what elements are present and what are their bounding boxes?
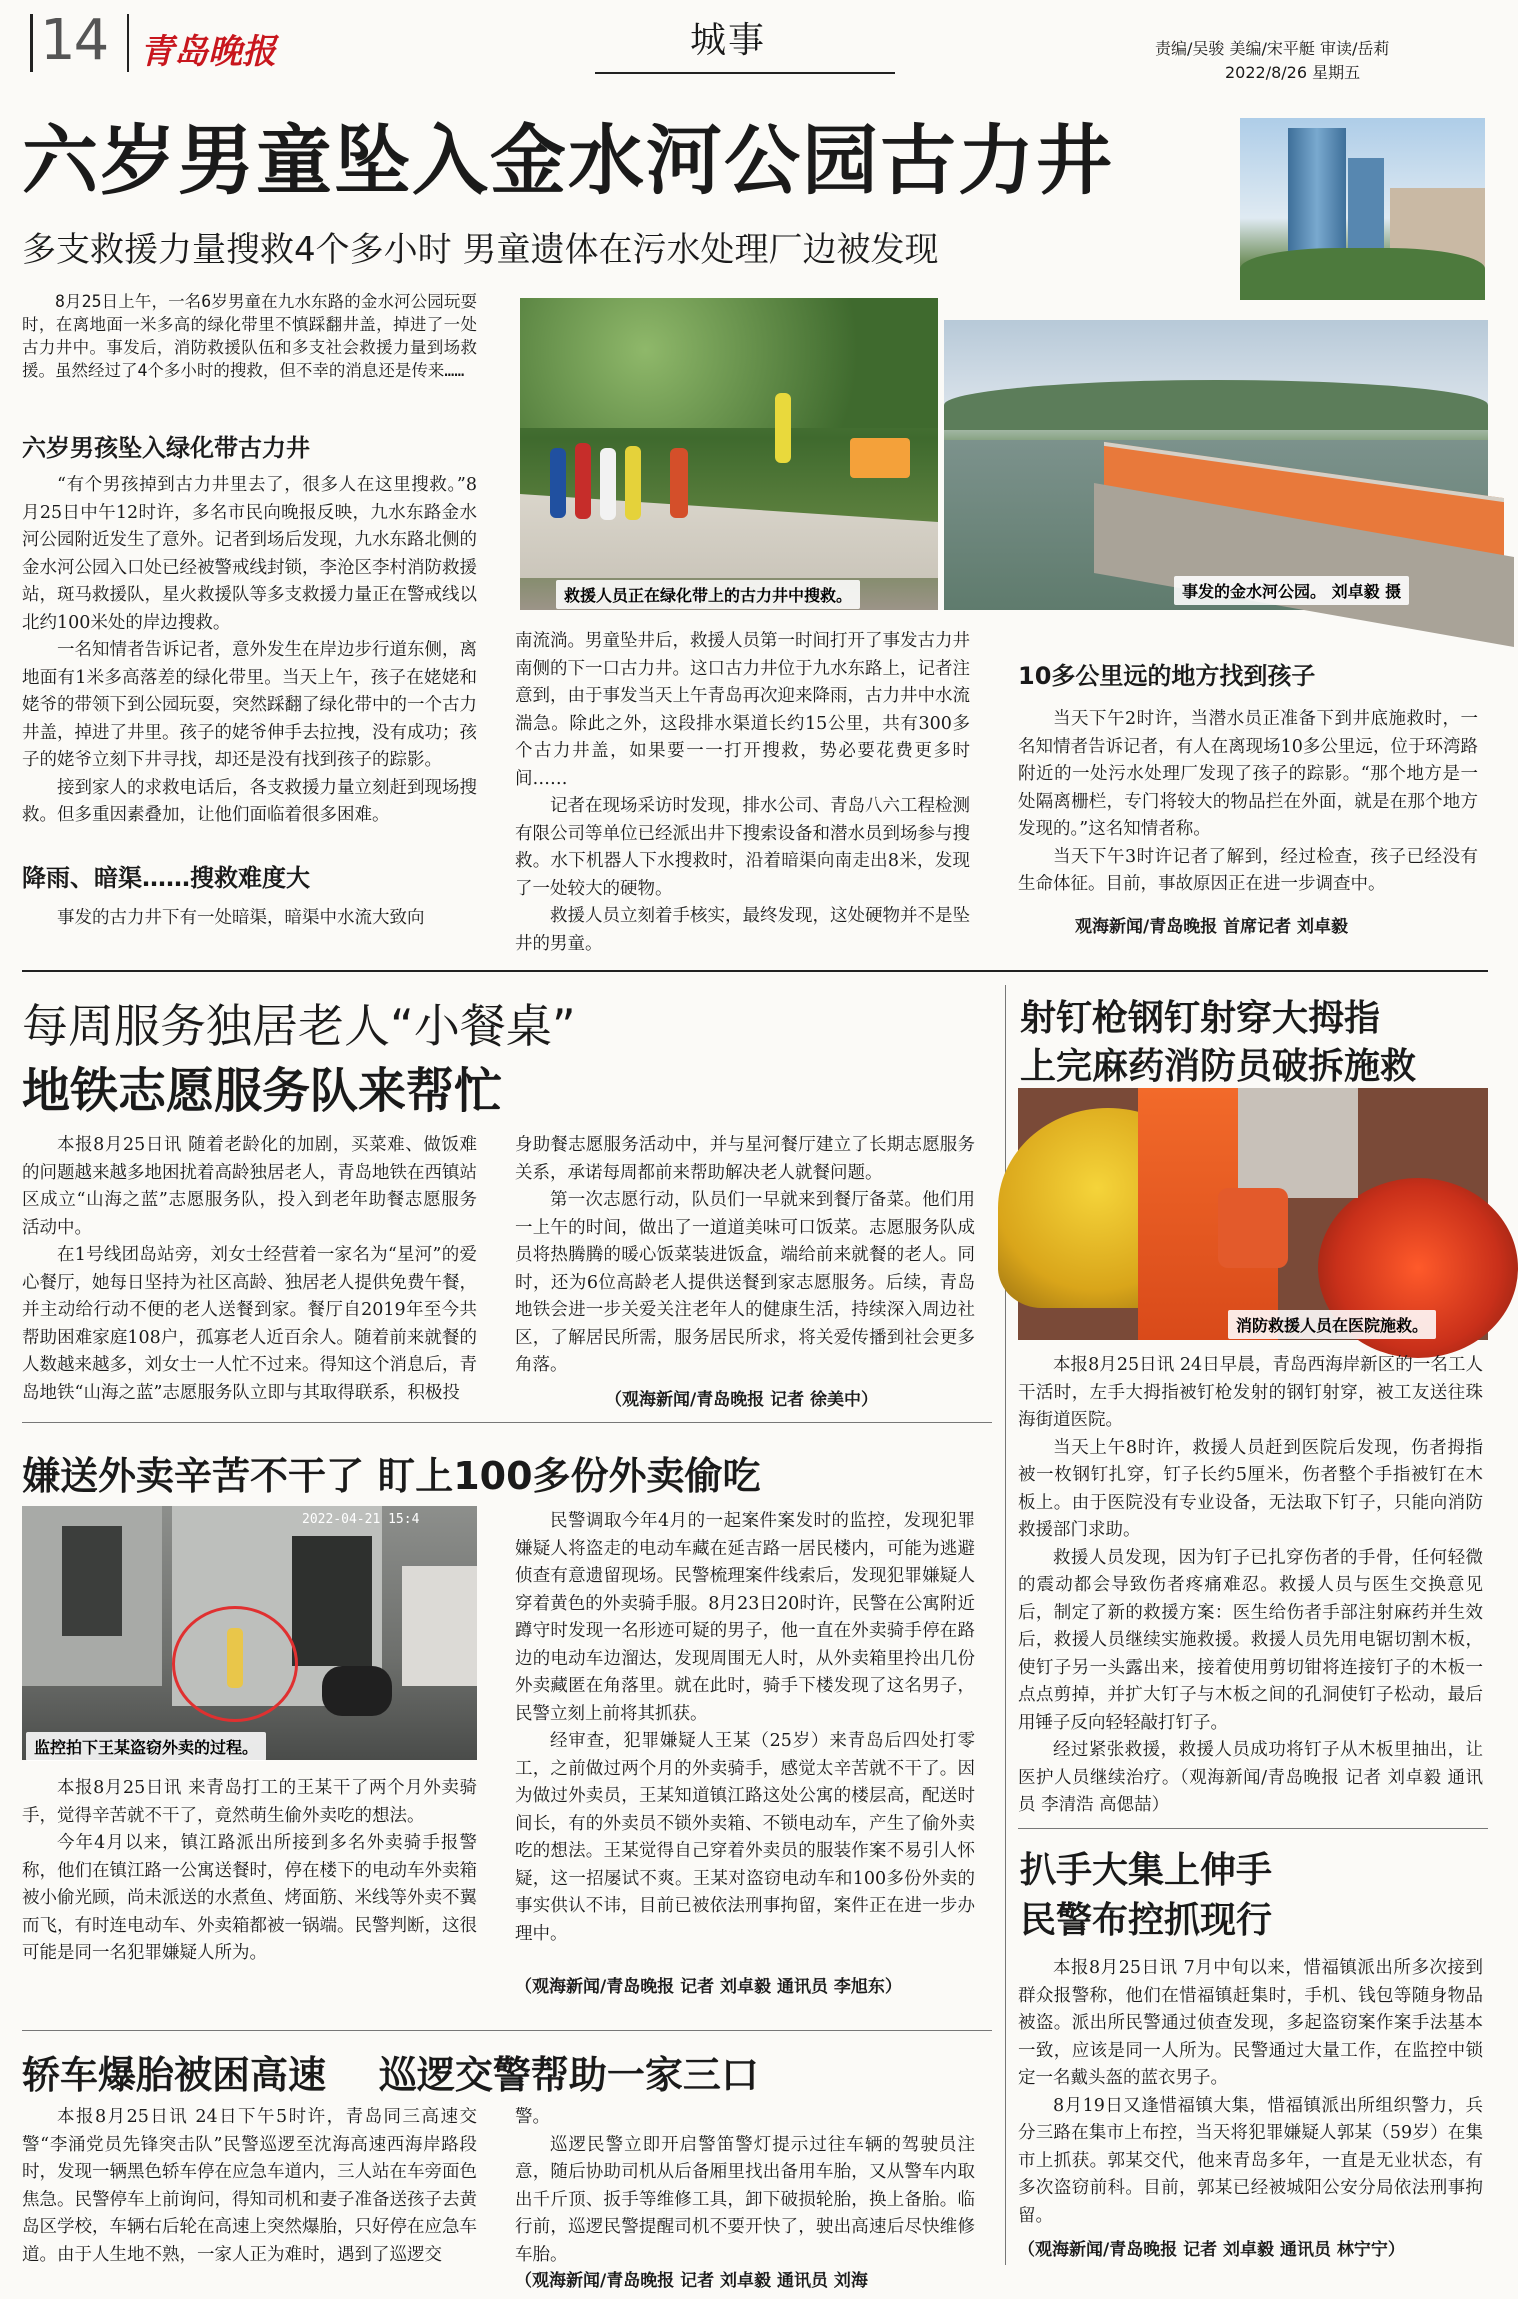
page-number: 14 bbox=[40, 8, 108, 73]
paragraph: 接到家人的求救电话后，各支救援力量立刻赶到现场搜救。但多重因素叠加，让他们面临着很多困难。 bbox=[22, 777, 477, 825]
meal-headline-1: 每周服务独居老人“小餐桌” bbox=[22, 999, 576, 1053]
rescue-photo bbox=[520, 298, 938, 610]
surveillance-photo-caption: 监控拍下王某盗窃外卖的过程。 bbox=[26, 1732, 266, 1761]
issue-date: 2022/8/26 星期五 bbox=[1225, 63, 1361, 82]
tire-column-2 bbox=[515, 2104, 975, 2266]
paragraph: 巡逻民警立即开启警笛警灯提示过往车辆的驾驶员注意，随后协助司机从后备厢里找出备用车胎，又从警车内取出千斤顶、扳手等维修工具，卸下破损轮胎，换上备胎。临行前，巡逻民警提醒司机不要开快了，驶出高速后尽快维修车胎。 bbox=[515, 2134, 975, 2265]
paragraph: 在1号线团岛站旁，刘女士经营着一家名为“星河”的爱心餐厅，她每日坚持为社区高龄、独居老人提供免费午餐，并主动给行动不便的老人送餐到家。餐厅自2019年至今共帮助困难家庭108户，孤寡老人近百余人。随着前来就餐的人数越来越多，刘女士一人忙不过来。得知这个消息后，青岛地铁“山海之蓝”志愿服务队立即与其取得联系，积极投 bbox=[22, 1245, 477, 1403]
lead-column-1 bbox=[22, 472, 477, 832]
paragraph: 今年4月以来，镇江路派出所接到多名外卖骑手报警称，他们在镇江路一公寓送餐时，停在楼下的电动车外卖箱被小偷光顾，尚未派送的水煮鱼、烤面筋、米线等外卖不翼而飞，有时连电动车、外卖箱都被一锅端。民警判断，这很可能是同一名犯罪嫌疑人所为。 bbox=[22, 1833, 477, 1963]
paragraph: 身助餐志愿服务活动中，并与星河餐厅建立了长期志愿服务关系，承诺每周都前来帮助解决老人就餐问题。 bbox=[515, 1135, 975, 1183]
lead-column-3 bbox=[1018, 706, 1478, 911]
lead-column-2 bbox=[515, 628, 970, 954]
delivery-byline: （观海新闻/青岛晚报 记者 刘卓毅 通讯员 李旭东） bbox=[515, 1977, 902, 1997]
meal-column-2 bbox=[515, 1132, 975, 1382]
delivery-headline: 嫌送外卖辛苦不干了 盯上100多份外卖偷吃 bbox=[22, 1454, 761, 1498]
lead-subhead-3: 10多公里远的地方找到孩子 bbox=[1018, 662, 1316, 690]
paragraph: 一名知情者告诉记者，意外发生在岸边步行道东侧，离地面有1米多高落差的绿化带里。当天上午，孩子在姥姥和姥爷的带领下到公园玩耍，突然踩翻了绿化带中的一个古力井盖，掉进了井里。孩子的姥爷伸手去拉拽，没有成功；孩子的姥爷立刻下井寻找，却还是没有找到孩子的踪影。 bbox=[22, 640, 477, 770]
park-photo bbox=[944, 320, 1488, 610]
meal-byline: （观海新闻/青岛晚报 记者 徐美中） bbox=[605, 1390, 879, 1410]
delivery-column-1 bbox=[22, 1775, 477, 2000]
paragraph: 本报8月25日讯 随着老龄化的加剧，买菜难、做饭难的问题越来越多地困扰着高龄独居老人，青岛地铁在西镇站区成立“山海之蓝”志愿服务队，投入到老年助餐志愿服务活动中。 bbox=[22, 1135, 477, 1238]
paragraph: 8月19日又逢惜福镇大集，惜福镇派出所组织警力，兵分三路在集市上布控，当天将犯罪嫌疑人郭某（59岁）在集市上抓获。郭某交代，他来青岛多年，一直是无业状态，有多次盗窃前科。目前，郭某已经被城阳公安分局依法刑事拘留。 bbox=[1018, 2095, 1483, 2226]
paragraph: 经审查，犯罪嫌疑人王某（25岁）来青岛后四处打零工，之前做过两个月的外卖骑手，感觉太辛苦就不干了。因为做过外卖员，王某知道镇江路这处公寓的楼层高，配送时间长，有的外卖员不锁外卖箱、不锁电动车，产生了偷外卖吃的想法。王某觉得自己穿着外卖员的服装作案不易引人怀疑，这一招屡试不爽。王某对盗窃电动车和100多份外卖的事实供认不讳，目前已被依法刑事拘留，案件正在进一步办理中。 bbox=[515, 1731, 975, 1944]
nail-headline-1: 射钉枪钢钉射穿大拇指 bbox=[1020, 998, 1381, 1039]
paragraph: 本报8月25日讯 24日早晨，青岛西海岸新区的一名工人干活时，左手大拇指被钉枪发射的钢钉射穿，被工友送往珠海街道医院。 bbox=[1018, 1355, 1483, 1430]
lead-column-1-tail bbox=[22, 905, 477, 935]
meal-headline-2: 地铁志愿服务队来帮忙 bbox=[22, 1063, 503, 1119]
paragraph: 事发的古力井下有一处暗渠，暗渠中水流大致向 bbox=[57, 908, 425, 928]
pickpocket-headline-1: 扒手大集上伸手 bbox=[1020, 1850, 1273, 1891]
paragraph: 经过紧张救援，救援人员成功将钉子从木板里抽出，让医护人员继续治疗。（观海新闻/青岛晚报 记者 刘卓毅 通讯员 李清浩 高偲喆） bbox=[1018, 1740, 1483, 1815]
paper-name-logo: 青岛晚报 bbox=[140, 32, 276, 72]
paragraph: 第一次志愿行动，队员们一早就来到餐厅备菜。他们用一上午的时间，做出了一道道美味可口饭菜。志愿服务队成员将热腾腾的暖心饭菜装进饭盒，端给前来就餐的老人。同时，还为6位高龄老人提供送餐到家志愿服务。后续，青岛地铁会进一步关爱关注老年人的健康生活，持续深入周边社区，了解居民所需，服务居民所求，将关爱传播到社会更多角落。 bbox=[515, 1190, 975, 1375]
paragraph: 警。 bbox=[515, 2107, 550, 2127]
surveillance-timestamp: 2022-04-21 15:4 bbox=[302, 1512, 420, 1527]
paragraph: 本报8月25日讯 24日下午5时许，青岛同三高速交警“李涌党员先锋突击队”民警巡逻至沈海高速西海岸路段时，发现一辆黑色轿车停在应急车道内，三人站在车旁面色焦急。民警停车上前询问，得知司机和妻子准备送孩子去黄岛区学校，车辆右后轮在高速上突然爆胎，只好停在应急车道。由于人生地不熟，一家人正为难时，遇到了巡逻交 bbox=[22, 2107, 477, 2265]
lead-intro-text: 8月25日上午，一名6岁男童在九水东路的金水河公园玩耍时，在离地面一米多高的绿化带里不慎踩翻井盖，掉进了一处古力井中。事发后，消防救援队伍和多支社会救援力量到场救援。虽然经过了4个多小时的搜救，但不幸的消息还是传来…… bbox=[22, 292, 477, 380]
tire-byline: （观海新闻/青岛晚报 记者 刘卓毅 通讯员 刘海 bbox=[515, 2271, 868, 2291]
paragraph: “有个男孩掉到古力井里去了，很多人在这里搜救。”8月25日中午12时许，多名市民向晚报反映，九水东路金水河公园附近发生了意外。记者到场后发现，九水东路北侧的金水河公园入口处已经被警戒线封锁，李沧区李村消防救援站，斑马救援队，星火救援队等多支救援力量正在警戒线以北约100米处的岸边搜救。 bbox=[22, 475, 477, 633]
paragraph: 当天上午8时许，救援人员赶到医院后发现，伤者拇指被一枚钢钉扎穿，钉子长约5厘米，伤者整个手指被钉在木板上。由于医院没有专业设备，无法取下钉子，只能向消防救援部门求助。 bbox=[1018, 1437, 1483, 1540]
section-title: 城事 bbox=[690, 20, 767, 61]
lead-subhead-2: 降雨、暗渠……搜救难度大 bbox=[22, 864, 310, 892]
lead-subheadline: 多支救援力量搜救4个多小时 男童遗体在污水处理厂边被发现 bbox=[22, 230, 939, 270]
paragraph: 当天下午3时许记者了解到，经过检查，孩子已经没有生命体征。目前，事故原因正在进一步调查中。 bbox=[1018, 846, 1478, 894]
rescue-photo-caption: 救援人员正在绿化带上的古力井中搜救。 bbox=[556, 580, 860, 609]
firefighter-photo bbox=[1018, 1088, 1488, 1340]
delivery-column-2 bbox=[515, 1508, 975, 1976]
nail-headline-2: 上完麻药消防员破拆施救 bbox=[1020, 1046, 1417, 1087]
paragraph: 救援人员发现，因为钉子已扎穿伤者的手骨，任何轻微的震动都会导致伤者疼痛难忍。救援人员与医生交换意见后，制定了新的救援方案：医生给伤者手部注射麻药并生效后，救援人员继续实施救援。救援人员先用电锯切割木板，使钉子另一头露出来，接着使用剪切钳将连接钉子的木板一点点剪掉，并扩大钉子与木板之间的孔洞使钉子松动，最后用锤子反向轻轻敲打钉子。 bbox=[1018, 1547, 1483, 1733]
paragraph: 当天下午2时许，当潜水员正准备下到井底施救时，一名知情者告诉记者，有人在离现场10多公里远，位于环湾路附近的一处污水处理厂发现了孩子的踪影。“那个地方是一处隔离栅栏，专门将较大的物品拦在外面，就是在那个地方发现的。”这名知情者称。 bbox=[1018, 709, 1478, 839]
city-skyline-photo bbox=[1240, 118, 1485, 300]
paragraph: 救援人员立刻着手核实，最终发现，这处硬物并不是坠井的男童。 bbox=[515, 906, 970, 954]
surveillance-photo bbox=[22, 1506, 477, 1760]
tire-headline: 轿车爆胎被困高速 巡逻交警帮助一家三口 bbox=[22, 2053, 759, 2097]
masthead bbox=[0, 0, 1500, 80]
paragraph: 本报8月25日讯 7月中旬以来，惜福镇派出所多次接到群众报警称，他们在惜福镇赶集时，手机、钱包等随身物品被盗。派出所民警通过侦查发现，多起盗窃案作案手法基本一致，应该是同一人所为。民警通过大量工作，在监控中锁定一名戴头盔的蓝衣男子。 bbox=[1018, 1958, 1483, 2088]
paragraph: 记者在现场采访时发现，排水公司、青岛八六工程检测有限公司等单位已经派出井下搜索设备和潜水员到场参与搜救。水下机器人下水搜救时，沿着暗渠向南走出8米，发现了一处较大的硬物。 bbox=[515, 796, 970, 899]
meal-column-1 bbox=[22, 1132, 477, 1412]
pickpocket-headline-2: 民警布控抓现行 bbox=[1020, 1900, 1273, 1941]
pickpocket-body bbox=[1018, 1955, 1483, 2233]
paragraph: 本报8月25日讯 来青岛打工的王某干了两个月外卖骑手，觉得辛苦就不干了，竟然萌生偷外卖吃的想法。 bbox=[22, 1778, 477, 1826]
lead-headline: 六岁男童坠入金水河公园古力井 bbox=[22, 116, 1114, 205]
paragraph: 民警调取今年4月的一起案件案发时的监控，发现犯罪嫌疑人将盗走的电动车藏在延吉路一居民楼内，可能为逃避侦查有意遗留现场。民警梳理案件线索后，发现犯罪嫌疑人穿着黄色的外卖骑手服。8月23日20时许，民警在公寓附近蹲守时发现一名形迹可疑的男子，他一直在外卖骑手停在路边的电动车边溜达，发现周围无人时，从外卖箱里拎出几份外卖藏匿在角落里。就在此时，骑手下楼发现了这名男子，民警立刻上前将其抓获。 bbox=[515, 1511, 975, 1724]
lead-intro bbox=[22, 290, 477, 410]
lead-byline: 观海新闻/青岛晚报 首席记者 刘卓毅 bbox=[1075, 917, 1349, 937]
park-photo-caption: 事发的金水河公园。 刘卓毅 摄 bbox=[1174, 576, 1409, 605]
firefighter-photo-caption: 消防救援人员在医院施救。 bbox=[1228, 1310, 1436, 1339]
tire-column-1 bbox=[22, 2104, 477, 2296]
editors-credit: 责编/吴骏 美编/宋平艇 审读/岳莉 bbox=[1155, 39, 1390, 58]
paragraph: 南流淌。男童坠井后，救援人员第一时间打开了事发古力井南侧的下一口古力井。这口古力井位于九水东路上，记者注意到，由于事发当天上午青岛再次迎来降雨，古力井中水流湍急。除此之外，这段排水渠道长约15公里，共有300多个古力井盖，如果要一一打开搜救，势必要花费更多时间…… bbox=[515, 631, 970, 789]
lead-subhead-1: 六岁男孩坠入绿化带古力井 bbox=[22, 434, 310, 462]
pickpocket-byline: （观海新闻/青岛晚报 记者 刘卓毅 通讯员 林宁宁） bbox=[1018, 2240, 1405, 2260]
nail-body bbox=[1018, 1352, 1483, 1815]
